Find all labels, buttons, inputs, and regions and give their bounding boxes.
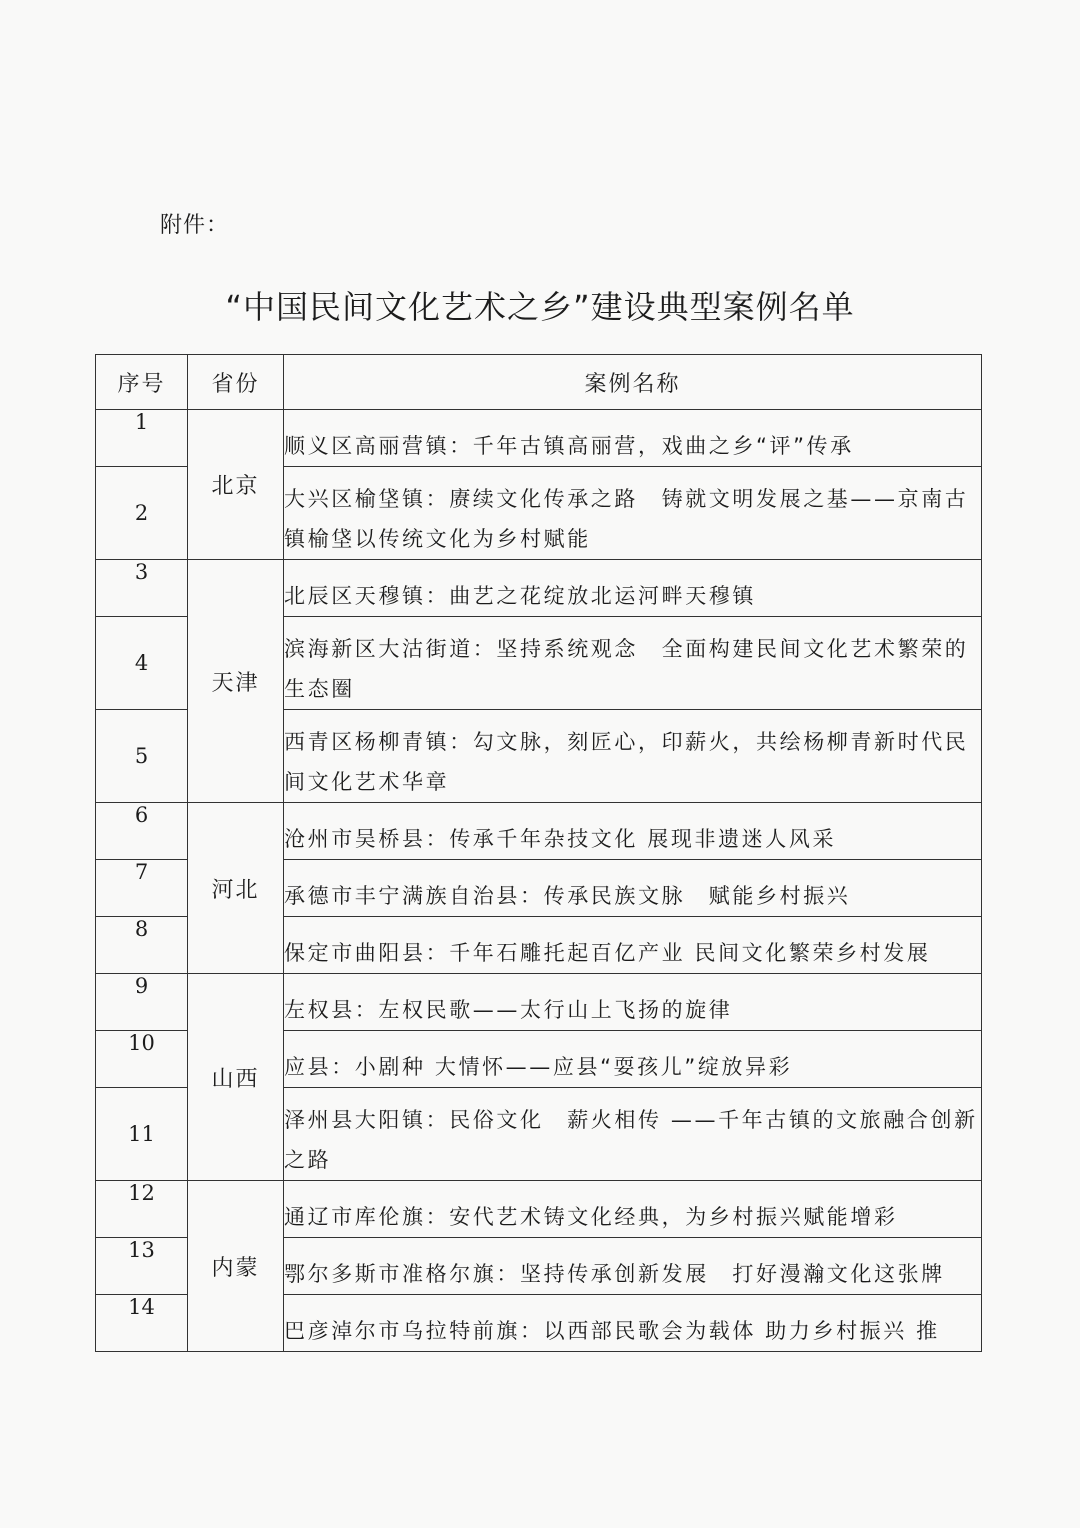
province-cell: 河北 <box>188 803 284 974</box>
case-name: 西青区杨柳青镇：勾文脉，刻匠心，印薪火，共绘杨柳青新时代民间文化艺术华章 <box>284 710 982 803</box>
case-name: 左权县：左权民歌——太行山上飞扬的旋律 <box>284 974 982 1031</box>
table-row <box>96 803 982 860</box>
case-list-table <box>95 354 982 1352</box>
case-name: 巴彦淖尔市乌拉特前旗：以西部民歌会为载体 助力乡村振兴 推 <box>284 1295 982 1352</box>
case-name: 顺义区高丽营镇：千年古镇高丽营，戏曲之乡“评”传承 <box>284 410 982 467</box>
case-name: 北辰区天穆镇：曲艺之花绽放北运河畔天穆镇 <box>284 560 982 617</box>
row-number: 6 <box>96 803 188 860</box>
header-case-name: 案例名称 <box>284 355 982 410</box>
attachment-label: 附件： <box>160 213 230 238</box>
row-number: 3 <box>96 560 188 617</box>
province-cell: 山西 <box>188 974 284 1181</box>
case-name: 鄂尔多斯市准格尔旗：坚持传承创新发展 打好漫瀚文化这张牌 <box>284 1238 982 1295</box>
case-name: 保定市曲阳县：千年石雕托起百亿产业 民间文化繁荣乡村发展 <box>284 917 982 974</box>
case-name: 泽州县大阳镇：民俗文化 薪火相传 ——千年古镇的文旅融合创新之路 <box>284 1088 982 1181</box>
row-number: 9 <box>96 974 188 1031</box>
row-number: 12 <box>96 1181 188 1238</box>
table-row <box>96 410 982 467</box>
page-title: “中国民间文化艺术之乡”建设典型案例名单 <box>225 288 855 326</box>
header-number: 序号 <box>96 355 188 410</box>
row-number: 8 <box>96 917 188 974</box>
province-cell: 天津 <box>188 560 284 803</box>
header-province: 省份 <box>188 355 284 410</box>
row-number: 7 <box>96 860 188 917</box>
row-number: 11 <box>96 1088 188 1181</box>
row-number: 5 <box>96 710 188 803</box>
row-number: 4 <box>96 617 188 710</box>
row-number: 1 <box>96 410 188 467</box>
province-cell: 北京 <box>188 410 284 560</box>
province-cell: 内蒙 <box>188 1181 284 1352</box>
case-name: 承德市丰宁满族自治县：传承民族文脉 赋能乡村振兴 <box>284 860 982 917</box>
table-header-row <box>96 355 982 410</box>
row-number: 10 <box>96 1031 188 1088</box>
case-name: 应县：小剧种 大情怀——应县“耍孩儿”绽放异彩 <box>284 1031 982 1088</box>
table-row <box>96 560 982 617</box>
case-name: 沧州市吴桥县：传承千年杂技文化 展现非遗迷人风采 <box>284 803 982 860</box>
case-name: 滨海新区大沽街道：坚持系统观念 全面构建民间文化艺术繁荣的生态圈 <box>284 617 982 710</box>
table-row <box>96 974 982 1031</box>
table-row <box>96 1181 982 1238</box>
row-number: 13 <box>96 1238 188 1295</box>
case-name: 通辽市库伦旗：安代艺术铸文化经典，为乡村振兴赋能增彩 <box>284 1181 982 1238</box>
row-number: 14 <box>96 1295 188 1352</box>
case-name: 大兴区榆垡镇：赓续文化传承之路 铸就文明发展之基——京南古镇榆垡以传统文化为乡村赋能 <box>284 467 982 560</box>
row-number: 2 <box>96 467 188 560</box>
